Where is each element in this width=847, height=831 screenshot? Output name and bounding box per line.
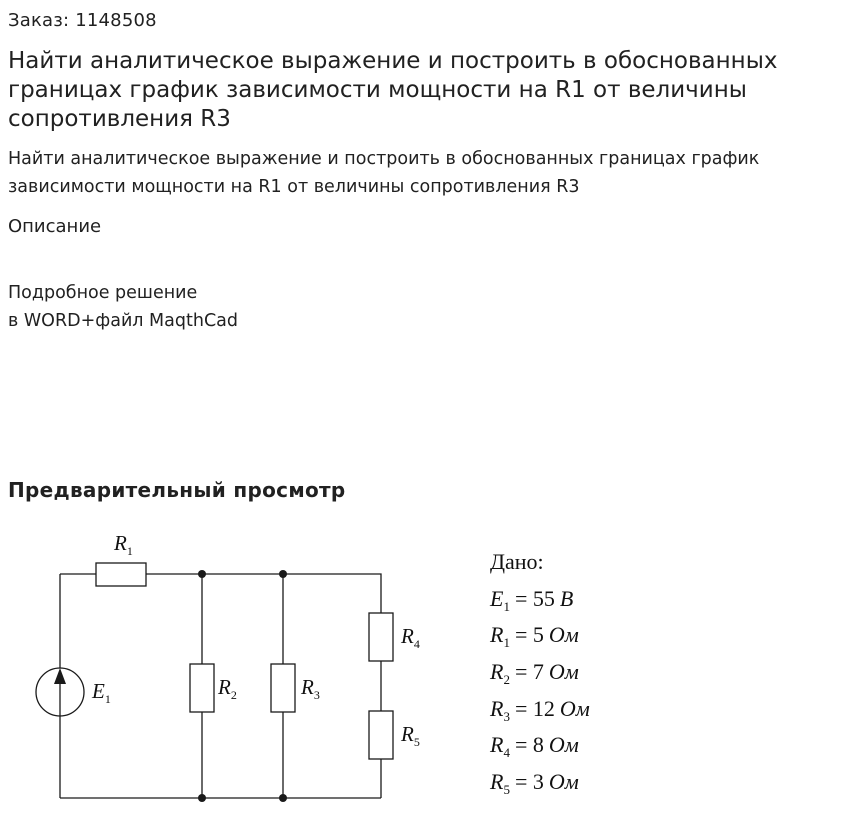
label-e1: $E_1$ <box>92 679 111 706</box>
given-heading: Дано: <box>490 549 544 574</box>
resistor-r2 <box>190 664 214 712</box>
task-text: Найти аналитическое выражение и построить в обоснованных границах график зависимости мощности на R1 от величины сопротивления R3 <box>8 149 760 197</box>
resistor-r4 <box>369 613 393 661</box>
given-block <box>489 549 590 797</box>
given-item: $R_5 = 3$ Ом <box>490 769 579 797</box>
given-item: $R_3 = 12$ Ом <box>490 696 590 724</box>
resistor-r3 <box>271 664 295 712</box>
label-r3: $R_3$ <box>301 675 320 702</box>
description-heading: Описание <box>8 216 102 237</box>
resistor-r1 <box>96 563 146 586</box>
given-item: $R_2 = 7$ Ом <box>490 659 579 687</box>
given-item: $R_1 = 5$ Ом <box>490 622 579 650</box>
preview-heading: Предварительный просмотр <box>8 478 346 502</box>
description-line: в WORD+файл MaqthCad <box>8 311 238 331</box>
label-r2: $R_2$ <box>218 675 237 702</box>
preview-image <box>0 520 847 831</box>
given-item: $E_1 = 55$ B <box>490 586 574 614</box>
label-r5: $R_5$ <box>401 722 420 749</box>
order-number: Заказ: 1148508 <box>8 10 157 31</box>
description-body <box>8 279 238 335</box>
resistor-r5 <box>369 711 393 759</box>
label-r4: $R_4$ <box>401 624 420 651</box>
circuit-diagram <box>36 563 393 798</box>
description-line: Подробное решение <box>8 283 198 303</box>
given-item: $R_4 = 8$ Ом <box>490 732 579 760</box>
page-title: Найти аналитическое выражение и построить в обоснованных границах график зависимости мощности на R1 от величины сопротивления R3 <box>8 48 778 132</box>
label-r1: $R_1$ <box>114 531 133 558</box>
